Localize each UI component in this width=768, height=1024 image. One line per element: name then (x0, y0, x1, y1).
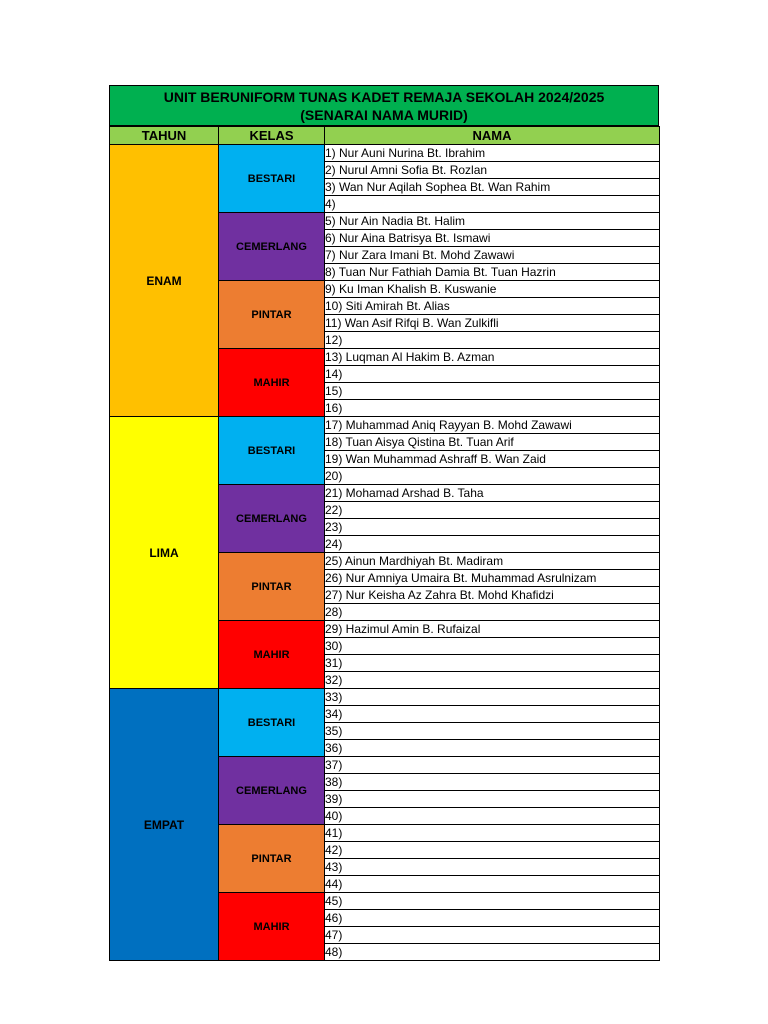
student-table-body (110, 127, 660, 961)
student-table (109, 126, 660, 961)
student-name: 33) (325, 690, 343, 704)
student-name: 5) Nur Ain Nadia Bt. Halim (325, 214, 466, 228)
nama-cell (325, 366, 660, 383)
student-name: 25) Ainun Mardhiyah Bt. Madiram (325, 554, 504, 568)
student-name: 47) (325, 928, 343, 942)
nama-cell (325, 434, 660, 451)
nama-cell (325, 247, 660, 264)
student-name: 48) (325, 945, 343, 959)
nama-cell (325, 825, 660, 842)
nama-cell (325, 468, 660, 485)
nama-cell (325, 723, 660, 740)
student-name: 34) (325, 707, 343, 721)
nama-cell (325, 485, 660, 502)
kelas-cell-pintar: PINTAR (219, 825, 325, 893)
nama-cell (325, 281, 660, 298)
nama-cell (325, 791, 660, 808)
student-name: 35) (325, 724, 343, 738)
student-name: 16) (325, 401, 343, 415)
nama-cell (325, 213, 660, 230)
student-name: 37) (325, 758, 343, 772)
header-tahun: TAHUN (110, 127, 219, 145)
nama-cell (325, 162, 660, 179)
nama-cell (325, 893, 660, 910)
nama-cell (325, 944, 660, 961)
nama-cell (325, 774, 660, 791)
nama-cell (325, 417, 660, 434)
student-name: 15) (325, 384, 343, 398)
nama-cell (325, 400, 660, 417)
student-name: 9) Ku Iman Khalish B. Kuswanie (325, 282, 497, 296)
kelas-cell-bestari: BESTARI (219, 145, 325, 213)
header-nama: NAMA (325, 127, 660, 145)
nama-cell (325, 910, 660, 927)
nama-cell (325, 842, 660, 859)
nama-cell (325, 349, 660, 366)
tahun-cell-enam: ENAM (110, 145, 219, 417)
nama-cell (325, 315, 660, 332)
nama-cell (325, 808, 660, 825)
student-name: 11) Wan Asif Rifqi B. Wan Zulkifli (325, 316, 499, 330)
student-name: 43) (325, 860, 343, 874)
nama-cell (325, 672, 660, 689)
nama-cell (325, 264, 660, 281)
header-row (110, 127, 660, 145)
student-name: 36) (325, 741, 343, 755)
student-name: 38) (325, 775, 343, 789)
student-name: 13) Luqman Al Hakim B. Azman (325, 350, 495, 364)
kelas-cell-mahir: MAHIR (219, 621, 325, 689)
student-name: 22) (325, 503, 343, 517)
table-row (110, 417, 660, 434)
nama-cell (325, 706, 660, 723)
student-name: 18) Tuan Aisya Qistina Bt. Tuan Arif (325, 435, 514, 449)
kelas-cell-pintar: PINTAR (219, 281, 325, 349)
student-name: 42) (325, 843, 343, 857)
nama-cell (325, 638, 660, 655)
nama-cell (325, 332, 660, 349)
sheet-title (109, 85, 659, 126)
table-row (110, 145, 660, 162)
kelas-cell-mahir: MAHIR (219, 893, 325, 961)
nama-cell (325, 383, 660, 400)
title-line-1: UNIT BERUNIFORM TUNAS KADET REMAJA SEKOLAH 2024/2025 (163, 88, 605, 105)
nama-cell (325, 587, 660, 604)
student-name: 30) (325, 639, 343, 653)
student-name: 17) Muhammad Aniq Rayyan B. Mohd Zawawi (325, 418, 572, 432)
nama-cell (325, 519, 660, 536)
nama-cell (325, 536, 660, 553)
nama-cell (325, 502, 660, 519)
student-name: 28) (325, 605, 343, 619)
student-name: 20) (325, 469, 343, 483)
nama-cell (325, 757, 660, 774)
student-name: 46) (325, 911, 343, 925)
student-name: 12) (325, 333, 343, 347)
nama-cell (325, 196, 660, 213)
student-name: 19) Wan Muhammad Ashraff B. Wan Zaid (325, 452, 546, 466)
nama-cell (325, 740, 660, 757)
student-name: 21) Mohamad Arshad B. Taha (325, 486, 484, 500)
nama-cell (325, 553, 660, 570)
nama-cell (325, 876, 660, 893)
student-name: 2) Nurul Amni Sofia Bt. Rozlan (325, 163, 488, 177)
kelas-cell-pintar: PINTAR (219, 553, 325, 621)
tahun-cell-lima: LIMA (110, 417, 219, 689)
student-name: 8) Tuan Nur Fathiah Damia Bt. Tuan Hazrin (325, 265, 556, 279)
student-name: 24) (325, 537, 343, 551)
student-name: 31) (325, 656, 343, 670)
header-kelas: KELAS (219, 127, 325, 145)
student-list-sheet (109, 85, 659, 961)
nama-cell (325, 859, 660, 876)
nama-cell (325, 451, 660, 468)
student-name: 45) (325, 894, 343, 908)
student-name: 23) (325, 520, 343, 534)
kelas-cell-bestari: BESTARI (219, 689, 325, 757)
student-name: 3) Wan Nur Aqilah Sophea Bt. Wan Rahim (325, 180, 551, 194)
nama-cell (325, 230, 660, 247)
tahun-cell-empat: EMPAT (110, 689, 219, 961)
student-name: 4) (325, 197, 336, 211)
nama-cell (325, 689, 660, 706)
student-name: 7) Nur Zara Imani Bt. Mohd Zawawi (325, 248, 515, 262)
kelas-cell-bestari: BESTARI (219, 417, 325, 485)
student-name: 27) Nur Keisha Az Zahra Bt. Mohd Khafidzi (325, 588, 554, 602)
nama-cell (325, 570, 660, 587)
nama-cell (325, 298, 660, 315)
student-name: 32) (325, 673, 343, 687)
student-name: 29) Hazimul Amin B. Rufaizal (325, 622, 481, 636)
student-name: 10) Siti Amirah Bt. Alias (325, 299, 450, 313)
student-name: 14) (325, 367, 343, 381)
table-row (110, 689, 660, 706)
nama-cell (325, 927, 660, 944)
student-name: 40) (325, 809, 343, 823)
student-name: 6) Nur Aina Batrisya Bt. Ismawi (325, 231, 491, 245)
title-line-2: (SENARAI NAMA MURID) (300, 106, 468, 123)
kelas-cell-cemerlang: CEMERLANG (219, 757, 325, 825)
nama-cell (325, 145, 660, 162)
student-name: 44) (325, 877, 343, 891)
nama-cell (325, 621, 660, 638)
kelas-cell-cemerlang: CEMERLANG (219, 213, 325, 281)
student-name: 41) (325, 826, 343, 840)
nama-cell (325, 655, 660, 672)
nama-cell (325, 604, 660, 621)
student-name: 1) Nur Auni Nurina Bt. Ibrahim (325, 146, 486, 160)
kelas-cell-mahir: MAHIR (219, 349, 325, 417)
nama-cell (325, 179, 660, 196)
kelas-cell-cemerlang: CEMERLANG (219, 485, 325, 553)
student-name: 26) Nur Amniya Umaira Bt. Muhammad Asrulnizam (325, 571, 597, 585)
student-name: 39) (325, 792, 343, 806)
